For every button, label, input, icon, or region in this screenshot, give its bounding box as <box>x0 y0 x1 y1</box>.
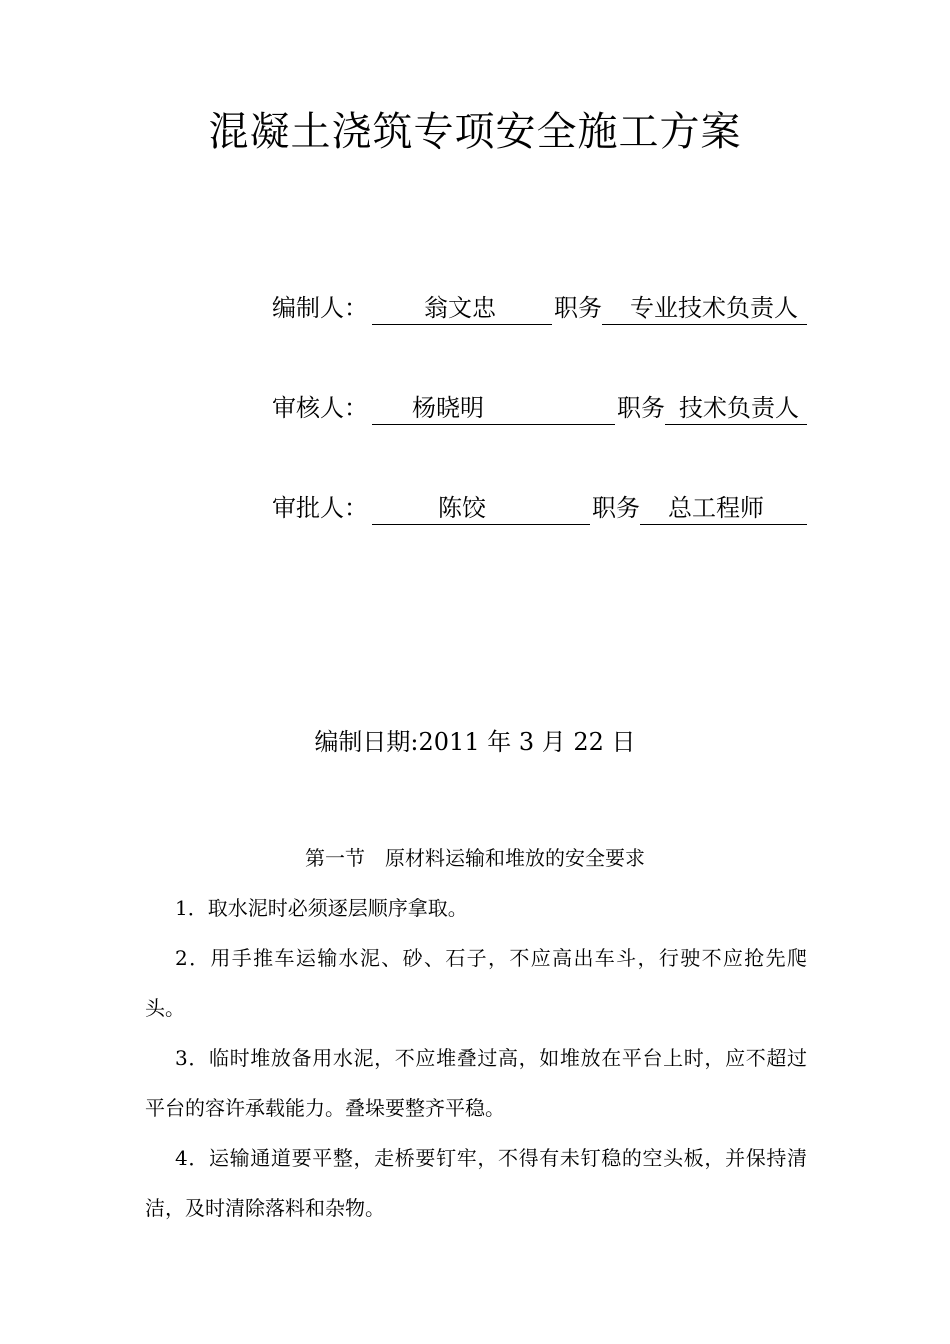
reviewer-name-field <box>372 388 615 425</box>
preparer-name-field <box>372 288 552 325</box>
signature-row-reviewer <box>272 388 812 428</box>
signature-row-approver <box>272 488 812 528</box>
preparer-duty-label: 职务 <box>554 294 602 322</box>
paragraph-2: 2．用手推车运输水泥、砂、石子，不应高出车斗，行驶不应抢先爬头。 <box>145 946 807 1020</box>
compile-date: 编制日期:2011 年 3 月 22 日 <box>314 728 636 756</box>
paragraph-4: 4．运输通道要平整，走桥要钉牢，不得有未钉稳的空头板，并保持清洁，及时清除落料和杂物。 <box>145 1146 807 1220</box>
paragraph-1: 1．取水泥时必须逐层顺序拿取。 <box>175 896 468 920</box>
reviewer-label: 审核人： <box>272 394 368 422</box>
approver-label: 审批人： <box>272 494 368 522</box>
signature-row-preparer <box>272 288 812 328</box>
reviewer-duty: 技术负责人 <box>679 394 799 422</box>
reviewer-duty-field <box>665 388 807 425</box>
paragraph-3: 3．临时堆放备用水泥，不应堆叠过高，如堆放在平台上时，应不超过平台的容许承载能力。叠垛要整齐平稳。 <box>145 1046 807 1120</box>
reviewer-name: 杨晓明 <box>412 394 484 422</box>
approver-duty-field <box>640 488 807 525</box>
approver-name-field <box>372 488 590 525</box>
preparer-name: 翁文忠 <box>424 294 496 322</box>
approver-duty-label: 职务 <box>592 494 640 522</box>
reviewer-duty-label: 职务 <box>617 394 665 422</box>
document-title: 混凝土浇筑专项安全施工方案 <box>208 109 742 155</box>
preparer-label: 编制人： <box>272 294 368 322</box>
approver-name: 陈饺 <box>438 494 486 522</box>
approver-duty: 总工程师 <box>668 494 764 522</box>
section-heading: 第一节 原材料运输和堆放的安全要求 <box>305 846 645 870</box>
preparer-duty: 专业技术负责人 <box>630 294 798 322</box>
preparer-duty-field <box>602 288 807 325</box>
